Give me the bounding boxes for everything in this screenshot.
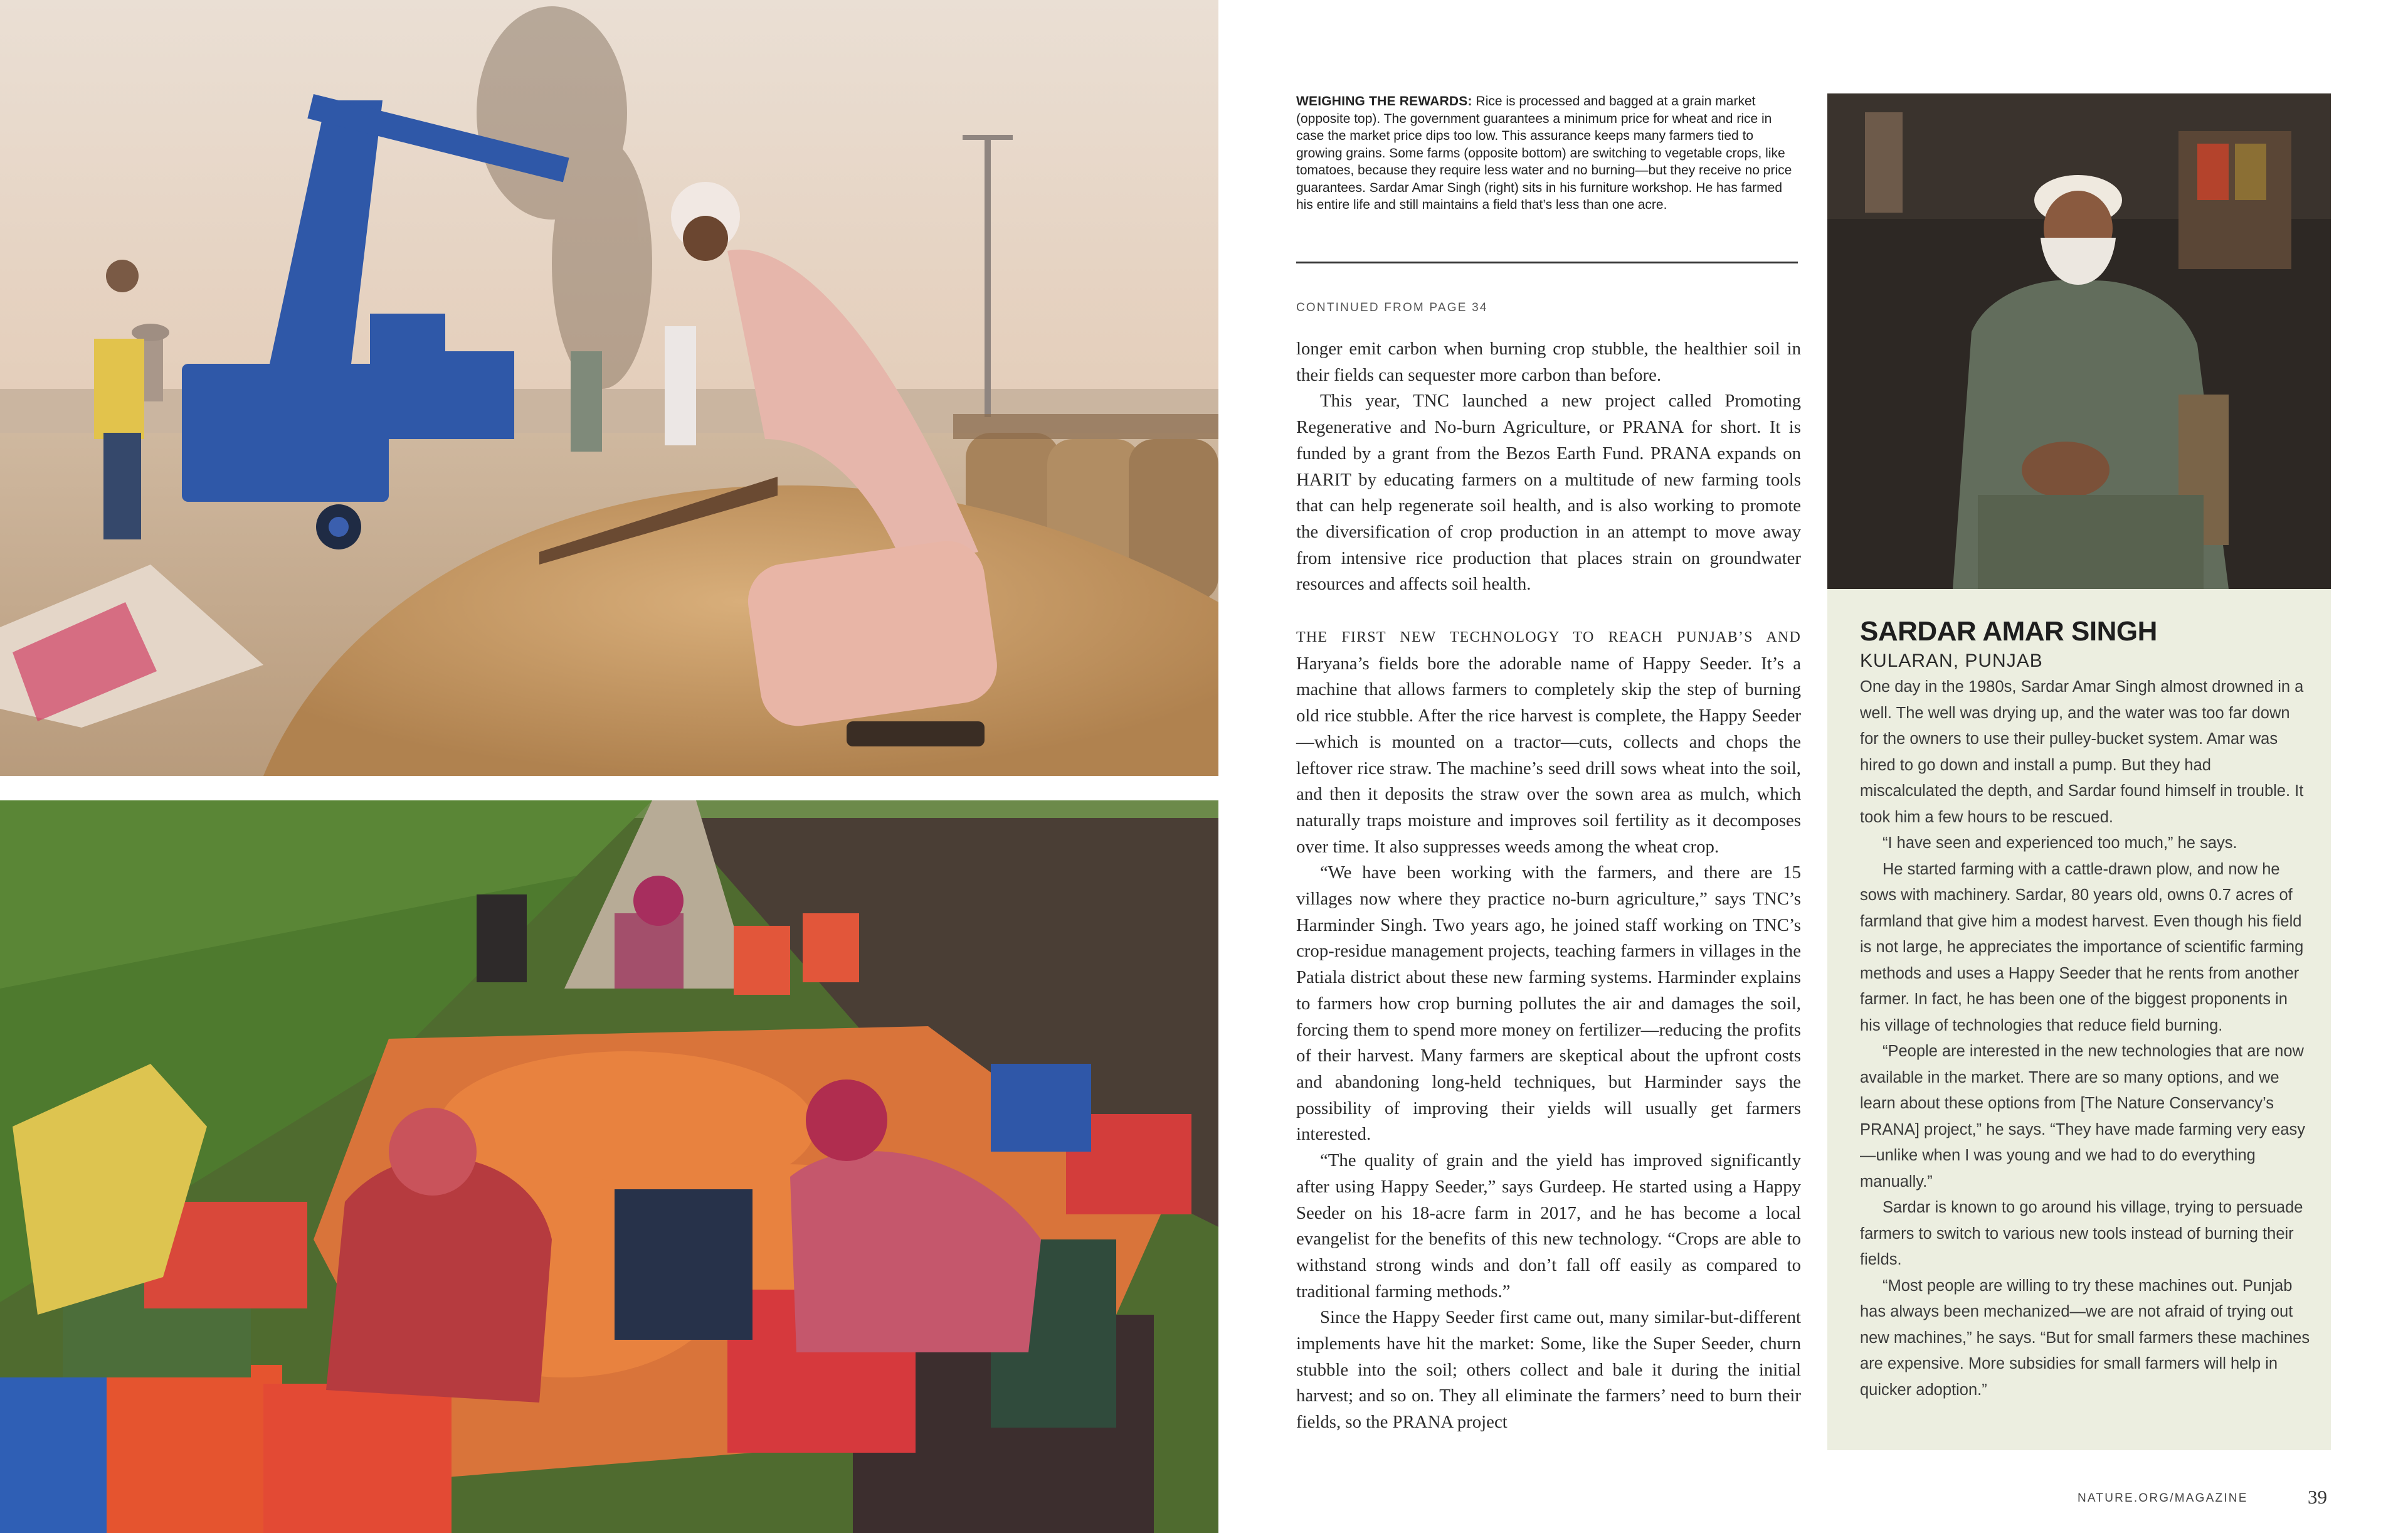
article-paragraph: “We have been working with the farmers, and there are 15 villages now where they practice no-burn agriculture,” says TNC’s Harminder Singh. Two years ago, he joined staff working on TNC’s crop-residue management projects, teaching farmers in villages in the Patiala district about these new farming systems. Harminder explains to farmers how crop burning pollutes the air and damages the soil, forcing them to spend more money on fertilizer—reducing the profits of their harvest. Many farmers are skeptical about the upfront costs and abandoning long-held techniques, but Harminder says the possibility of improving their yields will usually get farmers interested. <box>1296 862 1801 1145</box>
sardar-portrait-photo <box>1827 93 2331 589</box>
profile-sidebar <box>1827 589 2331 1450</box>
caption-text: Rice is processed and bagged at a grain market (opposite top). The government guarantees a minimum price for wheat and rice in case the market price dips too low. This assurance keeps many farmers tied to growing grains. Some farms (opposite bottom) are switching to vegetable crops, like tomatoes, because they require less water and no burning—but they receive no price guarantees. Sardar Amar Singh (right) sits in his furniture workshop. He has farmed his entire life and still maintains a field that’s less than one acre. <box>1296 94 1792 212</box>
profile-paragraph: One day in the 1980s, Sardar Amar Singh almost drowned in a well. The well was drying up, and the water was too far down for the owners to use their pulley-bucket system. Amar was hired to go down and install a pump. But they had miscalculated the depth, and Sardar found himself in trouble. It took him a few hours to be rescued. <box>1860 678 2304 826</box>
profile-name: SARDAR AMAR SINGH <box>1860 616 2157 647</box>
profile-location: KULARAN, PUNJAB <box>1860 650 2043 671</box>
section-text: Haryana’s fields bore the adorable name of Happy Seeder. It’s a machine that allows farmers to completely skip the step of burning old rice stubble. After the rice harvest is complete, the Happy Seeder—which is mounted on a tractor—cuts, collects and chops the leftover rice straw. The machine’s seed drill sows wheat into the soil, and then it deposits the straw over the sown area as mulch, which naturally traps moisture and improves soil fertility as it decomposes over time. It also suppresses weeds among the wheat crop. <box>1296 653 1801 857</box>
section-lead: THE FIRST NEW TECHNOLOGY TO REACH PUNJAB’S AND <box>1296 629 1801 646</box>
profile-paragraph: “People are interested in the new technologies that are now available in the market. There are so many options, and we learn about these options from [The Nature Conservancy’s PRANA] project,” he says. “They have made farming very easy—unlike when I was young and we had to do everything manually.” <box>1860 1042 2306 1191</box>
caption-divider <box>1296 262 1798 263</box>
caption-lead: WEIGHING THE REWARDS: <box>1296 94 1472 109</box>
page-number: 39 <box>2308 1486 2327 1508</box>
tomato-field-photo <box>0 800 1218 1533</box>
section-paragraph <box>1296 623 1801 860</box>
profile-paragraph: Sardar is known to go around his village, trying to persuade farmers to switch to various new tools instead of burning their fields. <box>1860 1199 2303 1268</box>
photo-caption <box>1296 93 1798 214</box>
profile-paragraph: “I have seen and experienced too much,” he says. <box>1883 834 2237 852</box>
footer-site-url[interactable]: NATURE.ORG/MAGAZINE <box>2078 1492 2248 1505</box>
grain-market-photo <box>0 0 1218 776</box>
article-paragraph: This year, TNC launched a new project called Promoting Regenerative and No-burn Agriculture, or PRANA for short. It is funded by a grant from the Bezos Earth Fund. PRANA expands on HARIT by educating farmers on a multitude of new farming tools that can help regenerate soil health, and is also working to promote the diversification of crop production in an attempt to move away from intensive rice production that places strain on groundwater resources and affects soil health. <box>1296 391 1801 595</box>
profile-paragraph: He started farming with a cattle-drawn plow, and now he sows with machinery. Sardar, 80 years old, owns 0.7 acres of farmland that give him a modest harvest. Even though his field is not large, he appreciates the importance of scientific farming methods and uses a Happy Seeder that he rents from another farmer. In fact, he has been one of the biggest proponents in his village of technologies that reduce field burning. <box>1860 860 2304 1034</box>
article-paragraph: “The quality of grain and the yield has improved significantly after using Happy Seeder,” says Gurdeep. He started using a Happy Seeder on his 18-acre farm in 2017, and he has become a local evangelist for the benefits of this new technology. “Crops are able to withstand strong winds and don’t fall off easily as compared to traditional farming methods.” <box>1296 1150 1801 1302</box>
article-paragraph: longer emit carbon when burning crop stubble, the healthier soil in their fields can sequester more carbon than before. <box>1296 339 1801 385</box>
profile-paragraph: “Most people are willing to try these machines out. Punjab has always been mechanized—we are not afraid of trying out new machines,” he says. “But for small farmers these machines are expensive. More subsidies for small farmers will help in quicker adoption.” <box>1860 1276 2310 1399</box>
profile-text <box>1860 674 2311 1403</box>
article-body <box>1296 336 1801 1436</box>
continued-from-label: CONTINUED FROM PAGE 34 <box>1296 301 1488 314</box>
article-paragraph: Since the Happy Seeder first came out, many similar-but-different implements have hit the market: Some, like the Super Seeder, churn stubble into the soil; others collect and bale it during the initial harvest; and so on. They all eliminate the farmers’ need to burn their fields, so the PRANA project <box>1296 1307 1801 1433</box>
